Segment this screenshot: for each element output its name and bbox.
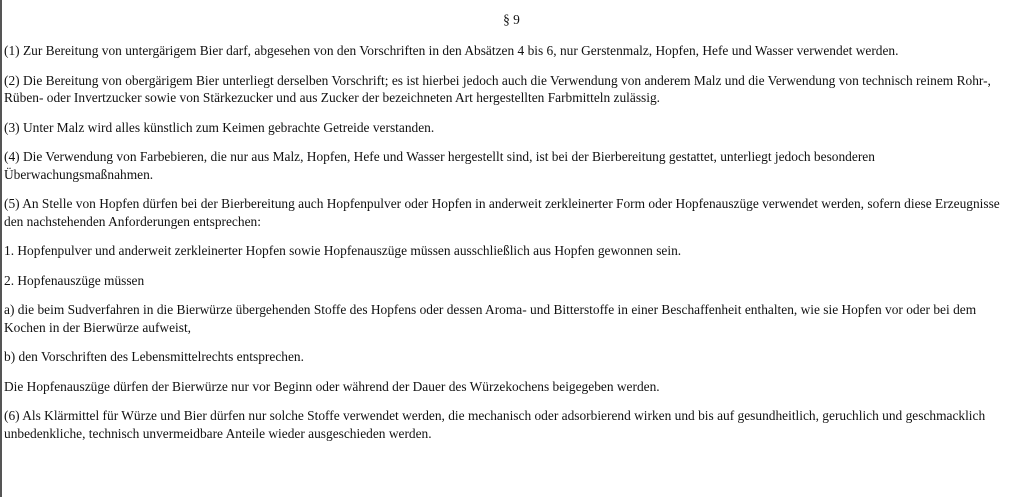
paragraph-4: (4) Die Verwendung von Farbebieren, die nur aus Malz, Hopfen, Hefe und Wasser hergestellt sind, ist bei der Bierbereitung gestattet, unterliegt jedoch besonderen Überwachungsmaßnahmen. — [4, 149, 875, 182]
paragraph-1: (1) Zur Bereitung von untergärigem Bier darf, abgesehen von den Vorschriften in den Absätzen 4 bis 6, nur Gerstenmalz, Hopfen, Hefe und Wasser verwendet werden. — [4, 43, 899, 58]
document-body — [4, 0, 1019, 442]
sub-item-a: a) die beim Sudverfahren in die Bierwürze übergehenden Stoffe des Hopfens oder dessen Aroma- und Bitterstoffe in einer Beschaffenheit enthalten, wie sie Hopfen vor oder bei dem Kochen in der Bierwürze aufweist, — [4, 302, 977, 335]
left-border-rule — [0, 0, 2, 497]
paragraph-5: (5) An Stelle von Hopfen dürfen bei der Bierbereitung auch Hopfenpulver oder Hopfen in anderweit zerkleinerter Form oder Hopfenauszüge verwendet werden, sofern diese Erzeugnisse den nachstehenden Anforderungen entsprechen: — [4, 196, 1000, 229]
list-item-2: 2. Hopfenauszüge müssen — [4, 272, 145, 288]
paragraph-3: (3) Unter Malz wird alles künstlich zum Keimen gebrachte Getreide verstanden. — [4, 119, 435, 135]
hop-extract-timing-note: Die Hopfenauszüge dürfen der Bierwürze nur vor Beginn oder während der Dauer des Würzekochens beigegeben werden. — [4, 378, 660, 394]
paragraph-2: (2) Die Bereitung von obergärigem Bier unterliegt derselben Vorschrift; es ist hierbei jedoch auch die Verwendung von anderem Malz und die Verwendung von technisch reinem Rohr-, Rüben- oder Invertzucker sowie von Stärkezucker und aus Zucker der bezeichneten Art hergestellten Farbmitteln zulässig. — [4, 72, 991, 105]
list-item-1: 1. Hopfenpulver und anderweit zerkleinerter Hopfen sowie Hopfenauszüge müssen ausschließlich aus Hopfen gewonnen sein. — [4, 243, 682, 258]
section-heading: § 9 — [503, 12, 520, 27]
paragraph-6: (6) Als Klärmittel für Würze und Bier dürfen nur solche Stoffe verwendet werden, die mechanisch oder adsorbierend wirken und bis auf gesundheitlich, geruchlich und geschmacklich unbedenkliche, technisch unvermeidbare Anteile wieder ausgeschieden werden. — [4, 408, 986, 441]
sub-item-b: b) den Vorschriften des Lebensmittelrechts entsprechen. — [4, 349, 304, 364]
